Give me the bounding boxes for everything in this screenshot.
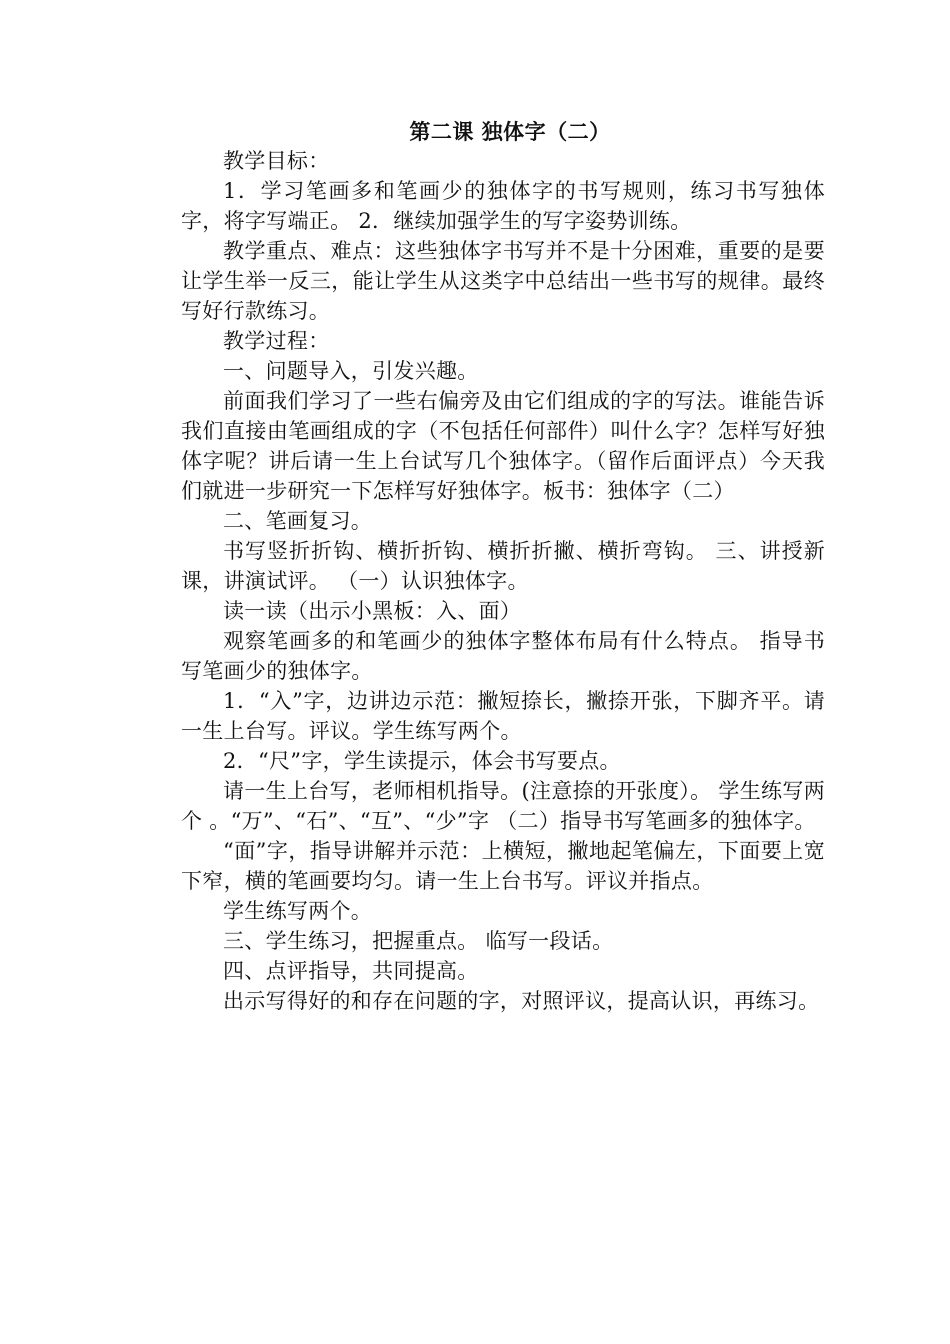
paragraph-practice-more: 请一生上台写，老师相机指导。(注意捺的开张度）。 学生练写两个 。“万”、“石”、“互”、“少”字 （二）指导书写笔画多的独体字。 — [181, 779, 825, 833]
paragraph-strokes: 书写竖折折钩、横折折钩、横折折撇、横折弯钩。 三、讲授新课，讲演试评。 （一）认识独体字。 — [181, 539, 825, 593]
document-body — [181, 146, 825, 1016]
page-title: 第二课 独体字（二） — [409, 119, 611, 144]
paragraph-section-one: 一、问题导入，引发兴趣。 — [223, 359, 479, 383]
paragraph-chi: 2．“尺”字，学生读提示，体会书写要点。 — [223, 749, 621, 773]
paragraph-practice-two: 学生练写两个。 — [223, 899, 373, 923]
paragraph-process-heading: 教学过程： — [223, 329, 330, 353]
paragraph-section-three: 三、学生练习，把握重点。 临写一段话。 — [223, 929, 614, 953]
paragraph-observe: 观察笔画多的和笔画少的独体字整体布局有什么特点。 指导书写笔画少的独体字。 — [181, 629, 825, 683]
paragraph-ru: 1．“入”字，边讲边示范：撇短捺长，撇捺开张，下脚齐平。请一生上台写。评议。学生练写两个。 — [181, 689, 825, 743]
paragraph-key-points: 教学重点、难点：这些独体字书写并不是十分困难，重要的是要让学生举一反三，能让学生从这类字中总结出一些书写的规律。最终写好行款练习。 — [181, 239, 825, 323]
paragraph-read: 读一读（出示小黑板：入、面） — [223, 599, 522, 623]
paragraph-closing: 出示写得好的和存在问题的字，对照评议，提高认识，再练习。 — [223, 989, 820, 1013]
paragraph-objectives-heading: 教学目标： — [223, 149, 330, 173]
paragraph-objectives: 1．学习笔画多和笔画少的独体字的书写规则，练习书写独体字，将字写端正。 2．继续加强学生的写字姿势训练。 — [181, 179, 825, 233]
paragraph-introduction: 前面我们学习了一些右偏旁及由它们组成的字的写法。谁能告诉我们直接由笔画组成的字（不包括任何部件）叫什么字？怎样写好独体字呢？讲后请一生上台试写几个独体字。（留作后面评点）今天我们就进一步研究一下怎样写好独体字。板书：独体字（二） — [181, 389, 825, 503]
paragraph-mian: “面”字，指导讲解并示范：上横短，撇地起笔偏左，下面要上宽下窄，横的笔画要均匀。请一生上台书写。评议并指点。 — [181, 839, 825, 893]
paragraph-section-four: 四、点评指导，共同提高。 — [223, 959, 479, 983]
paragraph-section-two: 二、笔画复习。 — [223, 509, 373, 533]
